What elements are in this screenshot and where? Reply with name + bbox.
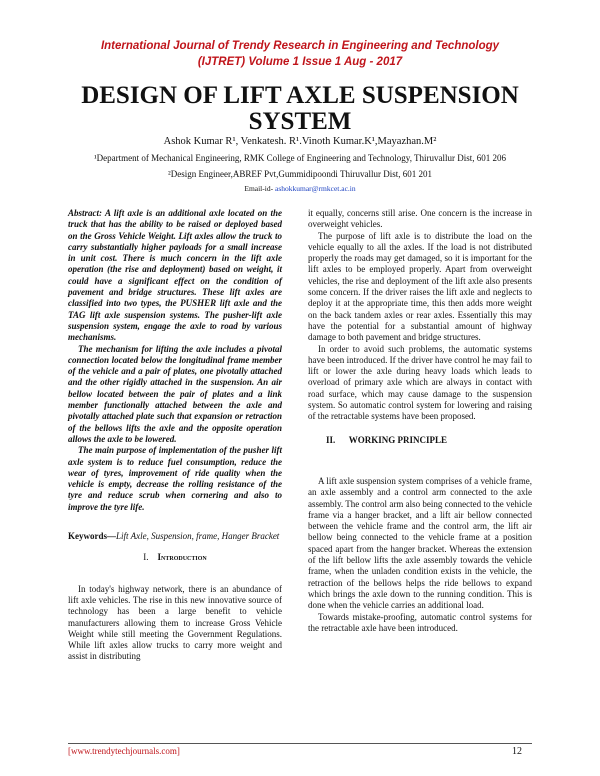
section-2-title: WORKING PRINCIPLE	[348, 434, 448, 445]
journal-volume: (IJTRET) Volume 1 Issue 1 Aug - 2017	[197, 56, 403, 68]
right-column	[308, 208, 532, 634]
intro-paragraph: In today's highway network, there is an abundance of lift axle vehicles. The rise in this new innovative source of technology has been a large benefit to vehicle manufacturers allowing them to increase Gross Vehicle Weight while still meeting the Government Regulations. While lift axles allow trucks to carry more weight and assist in distributing	[68, 583, 282, 662]
section-1-title: Introduction	[157, 552, 207, 563]
author-list: Ashok Kumar R¹, Venkatesh. R¹.Vinoth Kumar.K¹,Mayazhan.M²	[163, 136, 437, 147]
section-1-heading	[68, 552, 282, 563]
working-principle-paragraph: A lift axle suspension system comprises of a vehicle frame, an axle assembly and a control arm connected to the axle assembly. The control arm also being connected to the vehicle frame via a hanger bracket, and a lift air bellow connected between the vehicle frame and the control arm, the lift air bellow being connected to the vehicle frame at a position spaced apart from the hanger bracket. Whereas the extension of the lift bellow lifts the axle assembly towards the vehicle frame, when the unladen condition exists in the vehicle, the retraction of the bellows helps the ride bellows to expand which brings the axle down to the running condition. This is done when the vehicle carries an additional load.	[308, 475, 532, 611]
footer-website[interactable]: [www.trendytechjournals.com]	[68, 746, 180, 756]
left-column	[68, 208, 282, 663]
section-2-number: II.	[326, 434, 336, 445]
footer-divider	[68, 743, 532, 744]
paper-title-line2: SYSTEM	[248, 108, 352, 135]
abstract-paragraph-2: The mechanism for lifting the axle includes a pivotal connection located below the longitudinal frame member of the vehicle and a pair of plates, one pivotally attached and the other rigidly attached in the suspension. An air bellow located between the pair of plates and a link member functionally attached between the axle and pivotally attached plate such that expansion or retraction of the bellows lifts the axle and the opposite operation allows the axle to be lowered.	[68, 343, 282, 444]
affiliation-1: ¹Department of Mechanical Engineering, RMK College of Engineering and Technology, Thiruvallur Dist, 601 206	[93, 153, 507, 163]
keywords-label: Keywords—	[68, 531, 116, 542]
section-2-heading	[326, 435, 532, 446]
keywords-text: Lift Axle, Suspension, frame, Hanger Bracket	[116, 531, 280, 542]
right-paragraph-2: The purpose of lift axle is to distribute the load on the vehicle equally to all the axles. If the load is not distributed properly the roads may get damaged, so it is important for the lift axles to be employed properly. Apart from overweight vehicles, the rise and deployment of the lift axle also presents some concern. If the driver raises the lift axle and neglects to deploy it at the appropriate time, this then adds more weight on the back tandem axles or rear axles. Essentially this may have the potential for a substantial amount of highway damage to both pavement and bridge structures.	[308, 230, 532, 343]
email-link[interactable]: ashokkumar@rmkcet.ac.in	[274, 184, 356, 193]
journal-name: International Journal of Trendy Research in Engineering and Technology	[100, 40, 500, 52]
email-line	[0, 184, 600, 193]
page-number: 12	[512, 746, 522, 757]
right-paragraph-3: In order to avoid such problems, the automatic systems have been introduced. If the driver have control he may fail to lift or lower the axle during heavy loads which leads to overload of primary axle which are always in contact with road surface, which may cause damage to the suspension system. So automatic control system for lowering and raising of the retractable systems have been proposed.	[308, 343, 532, 422]
section-1-number: I.	[143, 552, 149, 563]
paper-title-line1: DESIGN OF LIFT AXLE SUSPENSION	[81, 82, 519, 109]
right-paragraph-1: it equally, concerns still arise. One concern is the increase in overweight vehicles.	[308, 208, 532, 230]
abstract-paragraph-3: The main purpose of implementation of the pusher lift axle system is to reduce fuel consumption, reduce the wear of tyres, improvement of ride quality when the vehicle is empty, decrease the rolling resistance of the tyre and reduce scrub when cornering and also to improve the tyre life.	[68, 445, 282, 512]
abstract-paragraph-1: Abstract: A lift axle is an additional axle located on the truck that has the ability to be raised or deployed based on the Gross Vehicle Weight. Lift axles allow the truck to carry substantially higher payloads for a small increase in unit cost. There is much concern in the lift axle operation (the rise and deployment) based on weight, it could have a significant effect on the condition of pavement and bridge structures. These lift axles are classified into two types, the PUSHER lift axle and the TAG lift axle suspension systems. The pusher-lift axle suspension system, engage the axle to road by various mechanisms.	[68, 208, 282, 343]
affiliation-2: ²Design Engineer,ABREF Pvt,Gummidipoondi Thiruvallur Dist, 601 201	[168, 169, 432, 179]
working-principle-paragraph-2: Towards mistake-proofing, automatic control systems for the retractable axle have been introduced.	[308, 611, 532, 633]
keywords-line	[68, 531, 282, 542]
email-label: Email-id-	[244, 184, 275, 193]
